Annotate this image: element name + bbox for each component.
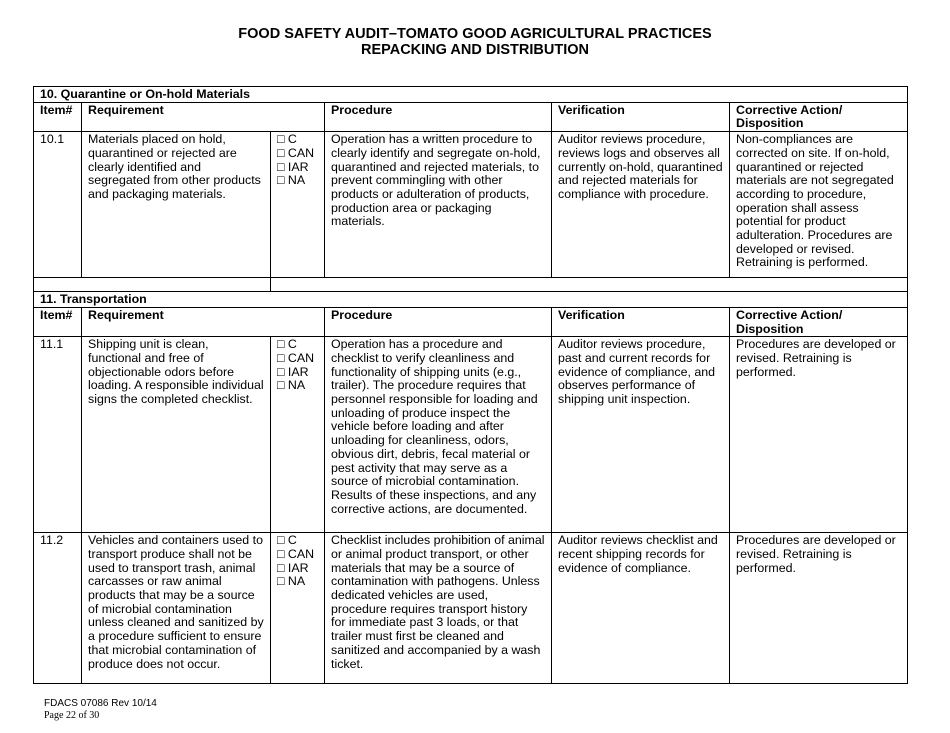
verification-text: Auditor reviews procedure, reviews logs and observes all currently on-hold, quarantined and rejected materials for compliance with procedure.	[552, 132, 730, 278]
page-footer	[44, 698, 157, 722]
status-checkboxes[interactable]: □ C □ CAN □ IAR □ NA	[271, 337, 325, 533]
header-requirement: Requirement	[82, 307, 325, 336]
column-header-row	[34, 102, 908, 131]
section-title: 11. Transportation	[34, 292, 908, 308]
title-line-1: FOOD SAFETY AUDIT–TOMATO GOOD AGRICULTURAL PRACTICES	[238, 26, 712, 42]
audit-table	[33, 86, 908, 684]
item-number: 10.1	[34, 132, 82, 278]
header-verification: Verification	[552, 307, 730, 336]
item-number: 11.2	[34, 533, 82, 684]
page-number: Page 22 of 30	[44, 710, 100, 721]
table-row	[34, 337, 908, 533]
corrective-action-text: Procedures are developed or revised. Retraining is performed.	[730, 533, 908, 684]
title-line-2: REPACKING AND DISTRIBUTION	[361, 42, 589, 58]
corrective-action-text: Procedures are developed or revised. Retraining is performed.	[730, 337, 908, 533]
header-procedure: Procedure	[325, 102, 552, 131]
table-row	[34, 132, 908, 278]
verification-text: Auditor reviews checklist and recent shipping records for evidence of compliance.	[552, 533, 730, 684]
requirement-text: Vehicles and containers used to transport produce shall not be used to transport trash, animal carcasses or raw animal products that may be a source of microbial contamination unless cleaned and sanitized by a procedure sufficient to ensure that microbial contamination of produce does not occur.	[82, 533, 271, 684]
header-verification: Verification	[552, 102, 730, 131]
procedure-text: Operation has a written procedure to clearly identify and segregate on-hold, quarantined and rejected materials, to prevent commingling with other products or adulteration of products, production area or packaging materials.	[325, 132, 552, 278]
header-item: Item#	[34, 102, 82, 131]
item-number: 11.1	[34, 337, 82, 533]
form-id: FDACS 07086 Rev 10/14	[44, 698, 157, 709]
procedure-text: Checklist includes prohibition of animal or animal product transport, or other materials that may be a source of contamination with pathogens. Unless dedicated vehicles are used, procedure requires transport history for immediate past 3 loads, or that trailer must first be cleaned and sanitized and accompanied by a wash ticket.	[325, 533, 552, 684]
requirement-text: Shipping unit is clean, functional and free of objectionable odors before loading. A responsible individual signs the completed checklist.	[82, 337, 271, 533]
header-requirement: Requirement	[82, 102, 325, 131]
header-corrective-action: Corrective Action/ Disposition	[730, 307, 908, 336]
section-header	[34, 87, 908, 103]
status-checkboxes[interactable]: □ C □ CAN □ IAR □ NA	[271, 533, 325, 684]
section-title: 10. Quarantine or On-hold Materials	[34, 87, 908, 103]
verification-text: Auditor reviews procedure, past and current records for evidence of compliance, and observes performance of shipping unit inspection.	[552, 337, 730, 533]
table-row	[34, 533, 908, 684]
requirement-text: Materials placed on hold, quarantined or rejected are clearly identified and segregated from other products and packaging materials.	[82, 132, 271, 278]
header-corrective-action: Corrective Action/ Disposition	[730, 102, 908, 131]
status-checkboxes[interactable]: □ C □ CAN □ IAR □ NA	[271, 132, 325, 278]
section-header	[34, 292, 908, 308]
document-title	[0, 26, 950, 58]
corrective-action-text: Non-compliances are corrected on site. If on-hold, quarantined or rejected materials are not segregated according to procedure, operation shall assess potential for product adulteration. Procedures are developed or revised. Retraining is performed.	[730, 132, 908, 278]
procedure-text: Operation has a procedure and checklist to verify cleanliness and functionality of shipping units (e.g., trailer). The procedure requires that personnel responsible for loading and unloading of produce inspect the vehicle before loading and after unloading for cleanliness, odors, obvious dirt, debris, fecal material or pest activity that may serve as a source of microbial contamination. Results of these inspections, and any corrective actions, are documented.	[325, 337, 552, 533]
column-header-row	[34, 307, 908, 336]
header-procedure: Procedure	[325, 307, 552, 336]
spacer-row	[34, 278, 908, 292]
header-item: Item#	[34, 307, 82, 336]
